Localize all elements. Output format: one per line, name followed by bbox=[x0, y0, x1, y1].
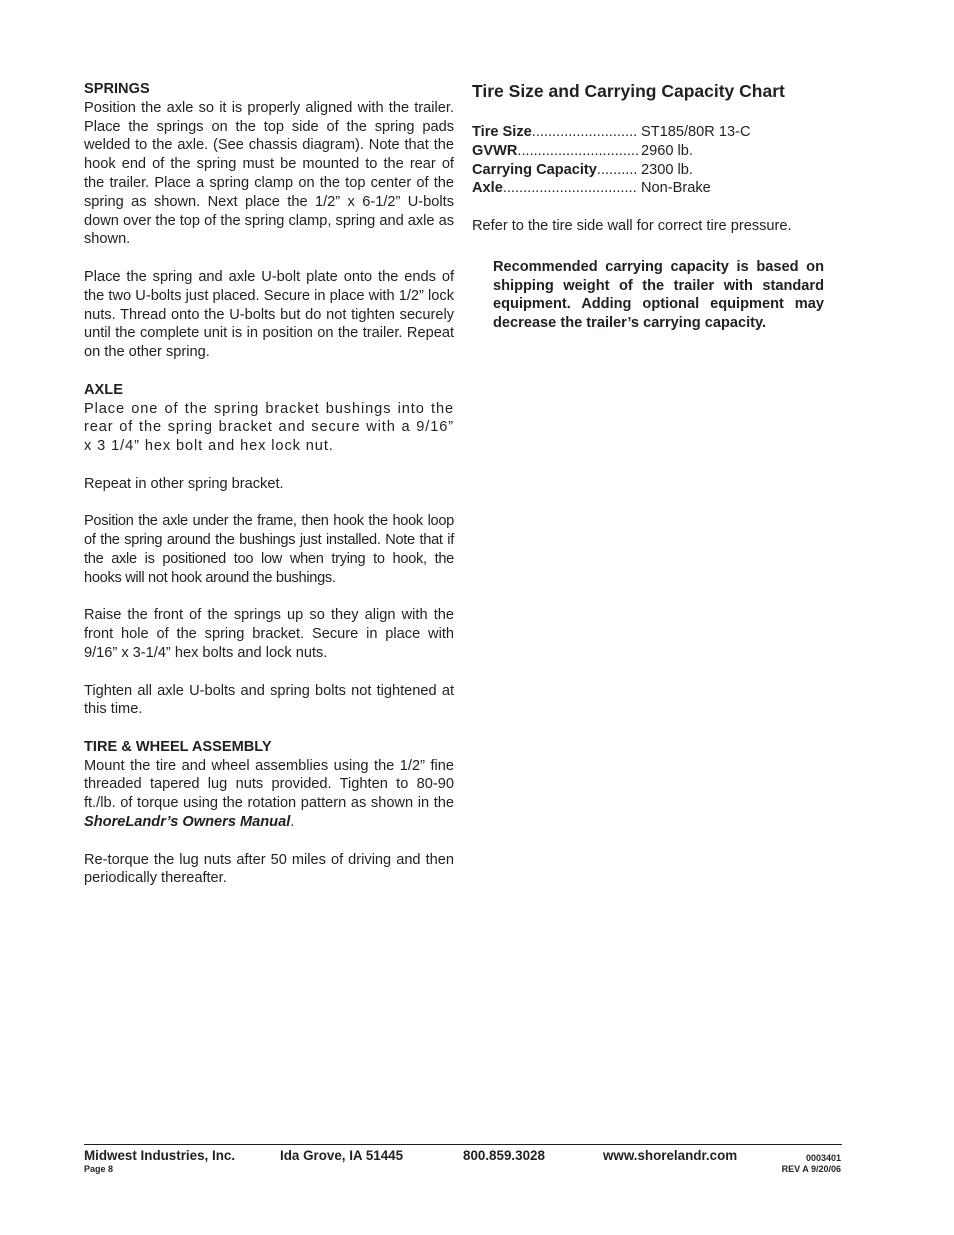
spec-row-tire-size bbox=[472, 123, 824, 142]
axle-paragraph-2: Repeat in other spring bracket. bbox=[84, 475, 284, 492]
owners-manual-title: ShoreLandr’s Owners Manual bbox=[84, 814, 291, 831]
spec-key: GVWR bbox=[472, 142, 518, 159]
spec-value: 2960 lb. bbox=[641, 142, 693, 159]
tire-paragraph-2: Re-torque the lug nuts after 50 miles of driving and then periodically thereafter. bbox=[84, 851, 454, 887]
footer-website: www.shorelandr.com bbox=[603, 1148, 738, 1163]
page-footer bbox=[84, 1144, 842, 1174]
springs-paragraph-2: Place the spring and axle U-bolt plate onto the ends of the two U-bolts just placed. Secure in place with 1/2” lock nuts. Thread onto the U-bolts but do not tighten securely until the complete unit is in position on the trailer. Repeat on the other spring. bbox=[84, 268, 454, 361]
left-column bbox=[84, 80, 454, 907]
capacity-notice: Recommended carrying capacity is based on shipping weight of the trailer with standard equipment. Adding optional equipment may decrease the trailer’s carrying capacity. bbox=[493, 258, 824, 332]
spec-value: 2300 lb. bbox=[641, 161, 693, 178]
spec-list bbox=[472, 123, 824, 198]
spec-row-axle bbox=[472, 179, 824, 198]
tire-pressure-note: Refer to the tire side wall for correct tire pressure. bbox=[472, 217, 792, 234]
spec-row-carrying-capacity bbox=[472, 161, 824, 180]
spec-value: ST185/80R 13-C bbox=[641, 124, 751, 140]
spec-value: Non-Brake bbox=[641, 180, 711, 197]
tire-paragraph-1 bbox=[84, 757, 454, 832]
footer-revision: REV A 9/20/06 bbox=[781, 1164, 841, 1174]
tire-wheel-heading: TIRE & WHEEL ASSEMBLY bbox=[84, 738, 272, 755]
footer-page-number: Page 8 bbox=[84, 1164, 114, 1174]
spec-key: Tire Size bbox=[472, 124, 532, 140]
tire-paragraph-1-text: Mount the tire and wheel assemblies using the 1/2” fine threaded tapered lug nuts provided. Tighten to 80-90 ft./lb. of torque using the rotation pattern as shown in the bbox=[84, 757, 454, 812]
spec-key: Axle bbox=[472, 180, 503, 197]
axle-paragraph-5: Tighten all axle U-bolts and spring bolts not tightened at this time. bbox=[84, 682, 454, 718]
capacity-chart-title: Tire Size and Carrying Capacity Chart bbox=[472, 81, 785, 101]
axle-heading: AXLE bbox=[84, 381, 123, 398]
footer-doc-number: 0003401 bbox=[805, 1153, 841, 1163]
spec-row-gvwr bbox=[472, 142, 824, 161]
axle-paragraph-3: Position the axle under the frame, then hook the hook loop of the spring around the bushings just installed. Note that if the axle is positioned too low when trying to hook, the hooks will not hook around the bushings. bbox=[84, 513, 454, 586]
axle-paragraph-4: Raise the front of the springs up so they align with the front hole of the spring bracket. Secure in place with 9/16” x 3-1/4” hex bolts and lock nuts. bbox=[84, 607, 454, 661]
tire-paragraph-1-end: . bbox=[290, 814, 295, 831]
right-column bbox=[472, 80, 824, 333]
axle-paragraph-1: Place one of the spring bracket bushings into the rear of the spring bracket and secure with a 9/16” x 3 1/4” hex bolt and hex lock nut. bbox=[84, 400, 454, 455]
spec-key: Carrying Capacity bbox=[472, 161, 597, 178]
footer-company: Midwest Industries, Inc. bbox=[84, 1148, 236, 1163]
footer-city: Ida Grove, IA 51445 bbox=[280, 1148, 404, 1163]
footer-phone: 800.859.3028 bbox=[463, 1148, 545, 1163]
springs-paragraph-1: Position the axle so it is properly aligned with the trailer. Place the springs on the top side of the spring pads welded to the axle. (See chassis diagram). Note that the hook end of the spring must be mounted to the rear of the trailer. Place a spring clamp on the top center of the spring as shown. Next place the 1/2” x 6-1/2” U-bolts down over the top of the spring clamp, spring and axle as shown. bbox=[84, 99, 454, 248]
springs-heading: SPRINGS bbox=[84, 81, 150, 97]
